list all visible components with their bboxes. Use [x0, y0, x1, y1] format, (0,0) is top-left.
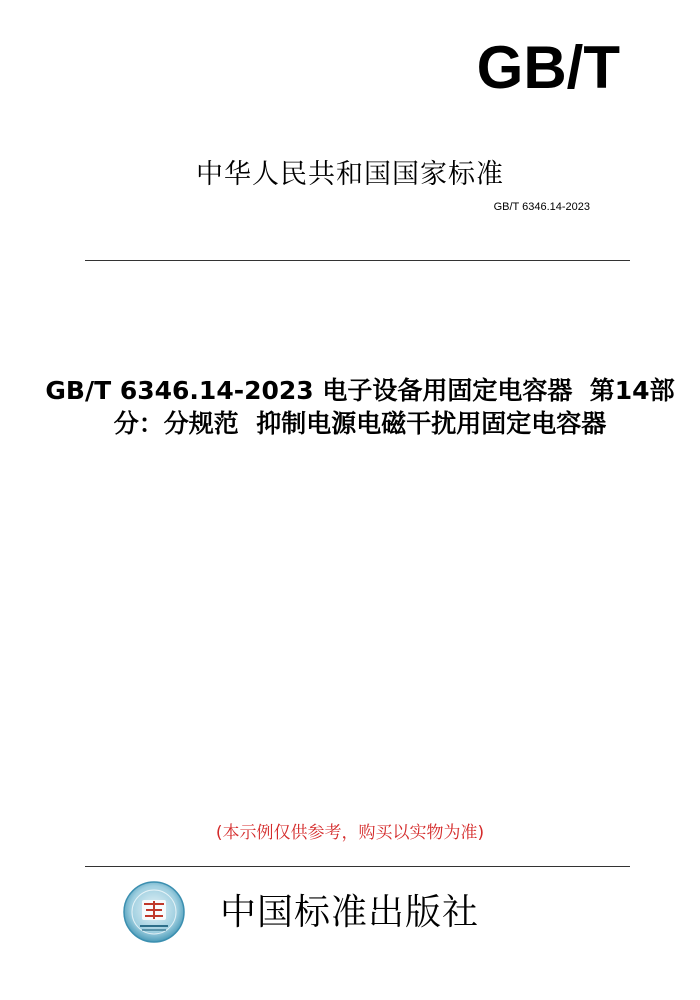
gbt-logo: GB/T [476, 34, 620, 101]
bottom-divider [85, 866, 630, 867]
publisher-name: 中国标准出版社 [220, 892, 480, 933]
publisher-seal-icon [122, 880, 186, 944]
document-title: GB/T 6346.14-2023 电子设备用固定电容器 第14部分：分规范 抑制电源电磁干扰用固定电容器 [45, 376, 675, 438]
country-standard-title: 中华人民共和国国家标准 [196, 159, 504, 190]
sample-disclaimer: (本示例仅供参考，购买以实物为准) [215, 823, 485, 843]
standard-number: GB/T 6346.14-2023 [493, 201, 590, 213]
top-divider [85, 260, 630, 261]
